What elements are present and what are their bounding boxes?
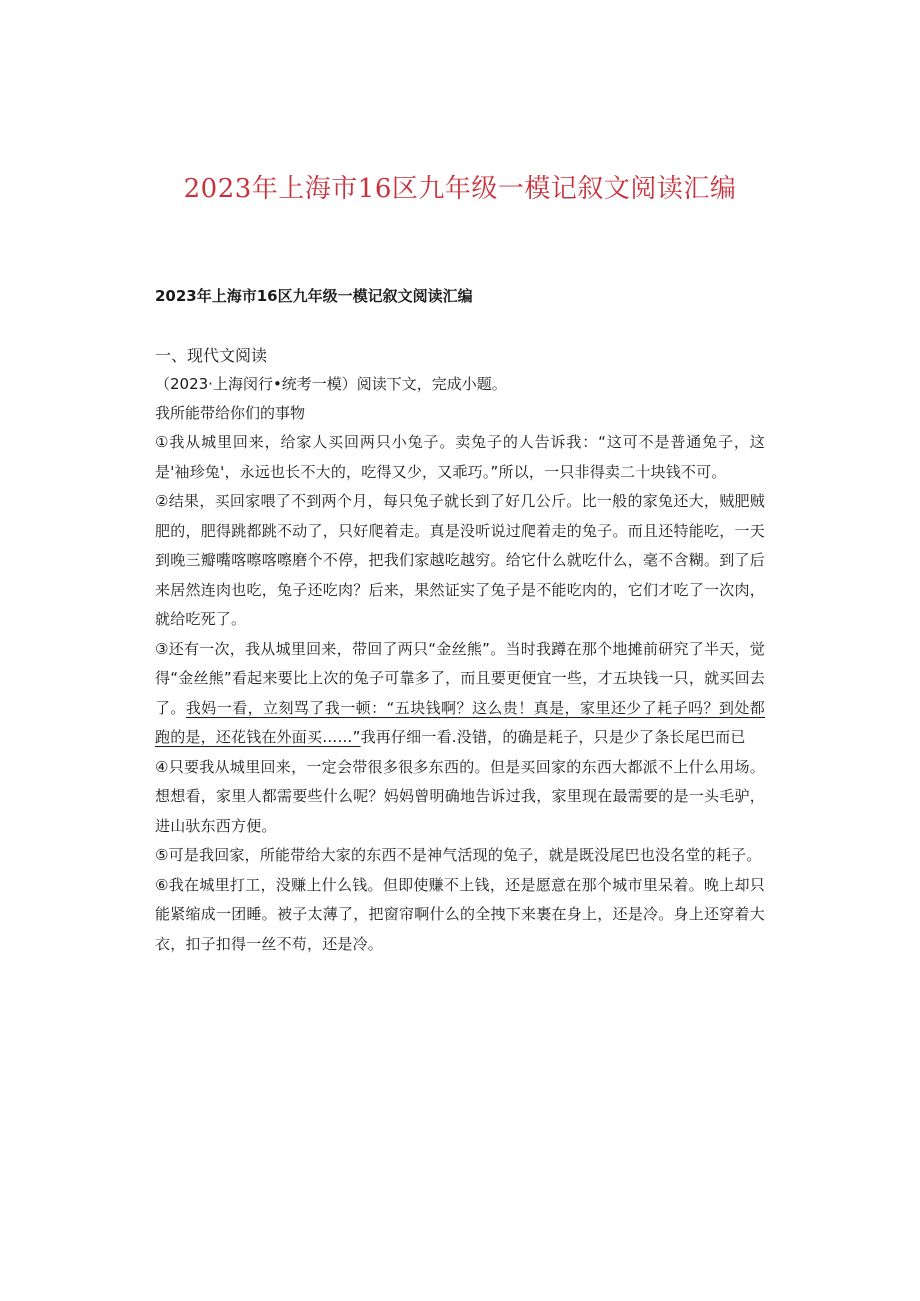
paragraph-3-text: ③还有一次，我从城里回来，带回了两只“金丝熊”。当时我蹲在那个地摊前研究了半天，觉得“金丝熊”看起来要比上次的兔子可靠多了，而且要更便宜一些，才五块钱一只，就买回去了。 xyxy=(155,639,765,717)
paragraph-3 xyxy=(155,635,765,753)
document-subtitle: 2023年上海市16区九年级一模记叙文阅读汇编 xyxy=(155,287,473,305)
document-body xyxy=(155,283,765,959)
paragraph-3-text-end: 我再仔细一看.没错，的确是耗子，只是少了条长尾巴而已 xyxy=(360,728,746,746)
paragraph-3-underlined-text: 我妈一看，立刻骂了我一顿：“五块钱啊？这么贵！真是，家里还少了耗子吗？到处都跑的是，还花钱在外面买……” xyxy=(155,698,765,746)
source-line: （2023·上海闵行•统考一模）阅读下文，完成小题。 xyxy=(155,375,507,393)
paragraph-4: ④只要我从城里回来，一定会带很多很多东西的。但是买回家的东西大都派不上什么用场。想想看，家里人都需要些什么呢？妈妈曾明确地告诉过我，家里现在最需要的是一头毛驴，进山驮东西方便。 xyxy=(155,757,765,835)
paragraph-1: ①我从城里回来，给家人买回两只小兔子。卖兔子的人告诉我：“这可不是普通兔子，这是'袖珍兔'，永远也长不大的，吃得又少，又乖巧。”所以，一只非得卖二十块钱不可。 xyxy=(155,433,765,481)
section-heading: 一、现代文阅读 xyxy=(155,346,268,365)
page-title: 2023年上海市16区九年级一模记叙文阅读汇编 xyxy=(183,174,737,204)
paragraph-2: ②结果，买回家喂了不到两个月，每只兔子就长到了好几公斤。比一般的家兔还大，贼肥贼肥的，肥得跳都跳不动了，只好爬着走。真是没听说过爬着走的兔子。而且还特能吃，一天到晚三瓣嘴喀嚓喀嚓磨个不停，把我们家越吃越穷。给它什么就吃什么，毫不含糊。到了后来居然连肉也吃，兔子还吃肉？后来，果然证实了兔子是不能吃肉的，它们才吃了一次肉，就给吃死了。 xyxy=(155,492,765,628)
paragraph-6: ⑥我在城里打工，没赚上什么钱。但即使赚不上钱，还是愿意在那个城市里呆着。晚上却只能紧缩成一团睡。被子太薄了，把窗帘啊什么的全拽下来裹在身上，还是冷。身上还穿着大衣，扣子扣得一丝不苟，还是冷。 xyxy=(155,875,765,953)
passage-title: 我所能带给你们的事物 xyxy=(155,404,306,422)
paragraph-5: ⑤可是我回家，所能带给大家的东西不是神气活现的兔子，就是既没尾巴也没名堂的耗子。 xyxy=(155,846,762,864)
